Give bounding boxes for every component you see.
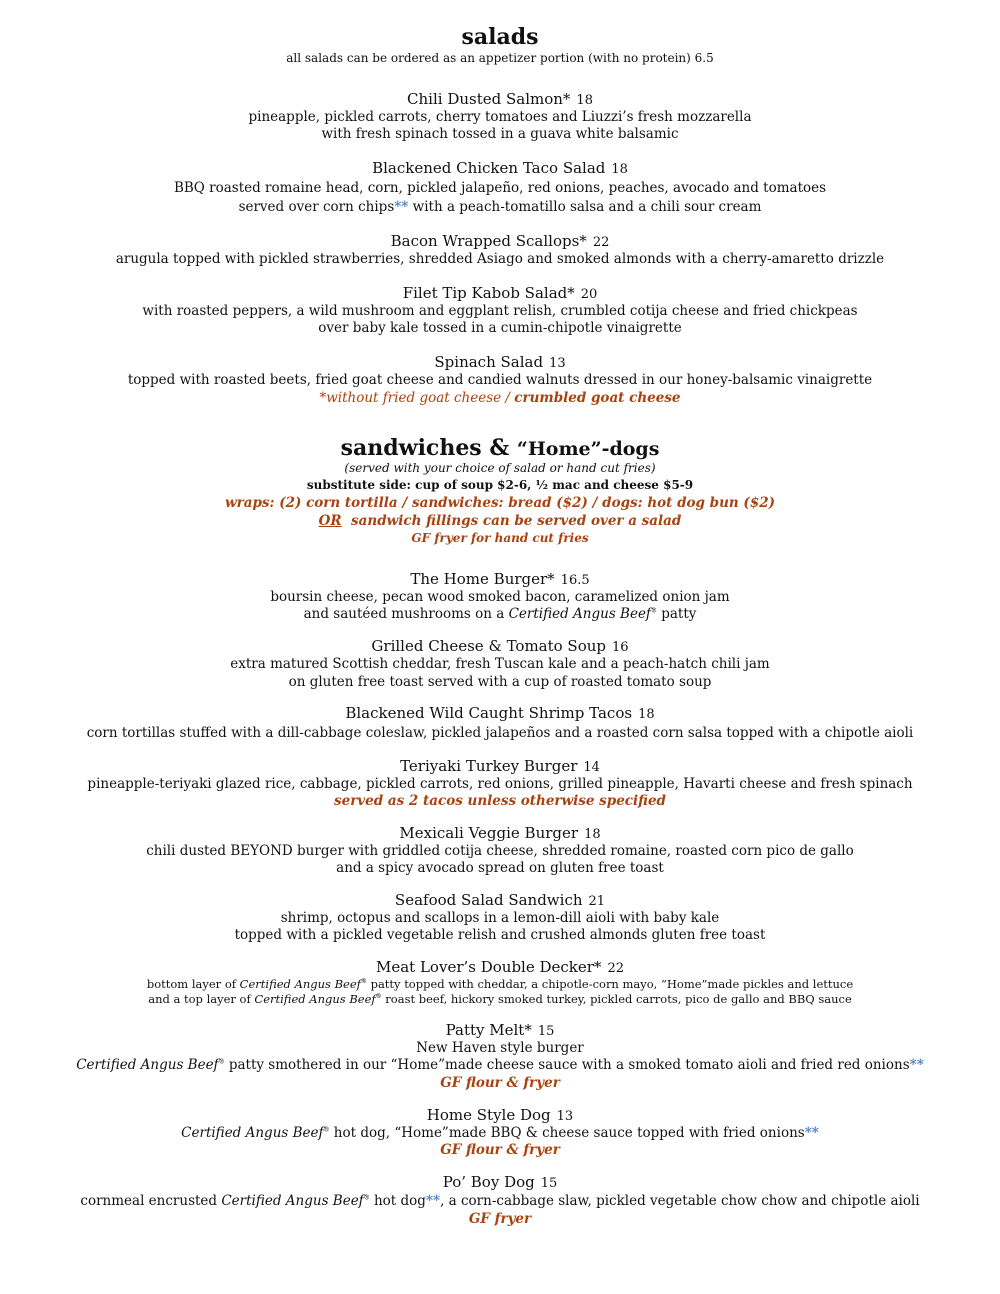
menu-item-description: topped with a pickled vegetable relish and crushed almonds gluten free toast (234, 927, 766, 943)
menu-item-name: Blackened Chicken Taco Salad 18 (372, 159, 628, 177)
menu-item-price: 14 (583, 760, 600, 775)
menu-item-price: 22 (592, 235, 610, 250)
gf-marker: ** (425, 1193, 441, 1209)
menu-item-description: and a spicy avocado spread on gluten free toast (336, 860, 664, 876)
menu-item-option: GF fryer (468, 1211, 532, 1227)
menu-item-price: 13 (556, 1109, 574, 1124)
gf-marker: ** (909, 1057, 924, 1073)
menu-item-description: corn tortillas stuffed with a dill-cabbage coleslaw, pickled jalapeños and a roasted corn salsa topped with a chipotle aioli (86, 725, 914, 741)
menu-item-price: 18 (611, 162, 628, 177)
menu-item-name: Patty Melt* 15 (445, 1021, 555, 1039)
menu-item-description: chili dusted BEYOND burger with griddled cotija cheese, shredded romaine, roasted corn pico de gallo (146, 843, 854, 859)
menu-item-option: served as 2 tacos unless otherwise specified (334, 793, 666, 809)
menu-item-description: Certified Angus Beef® patty smothered in our “Home”made cheese sauce with a smoked tomato aioli and fried red onions** (76, 1057, 924, 1073)
sandwiches-heading: sandwiches & “Home”-dogs (340, 435, 660, 461)
menu-item-description: bottom layer of Certified Angus Beef® patty topped with cheddar, a chipotle-corn mayo, “Home”made pickles and lettuce (146, 977, 854, 991)
salads-heading: salads (461, 24, 539, 50)
menu-item-price: 18 (576, 93, 593, 108)
salads-note: all salads can be ordered as an appetizer portion (with no protein) 6.5 (286, 51, 714, 65)
menu-item-price: 22 (607, 961, 624, 976)
wraps-note: wraps: (2) corn tortilla / sandwiches: bread ($2) / dogs: hot dog bun ($2) (225, 495, 775, 511)
menu-item-description: boursin cheese, pecan wood smoked bacon, caramelized onion jam (270, 589, 730, 605)
menu-item-name: Po’ Boy Dog 15 (442, 1173, 558, 1191)
sandwiches-note: (served with your choice of salad or hand cut fries) (344, 461, 656, 475)
menu-item-name: Blackened Wild Caught Shrimp Tacos 18 (345, 704, 655, 722)
menu-item-price: 16.5 (560, 573, 590, 588)
menu-item-description: served over corn chips** with a peach-tomatillo salsa and a chili sour cream (238, 199, 762, 215)
menu-item-price: 15 (540, 1176, 558, 1191)
menu-item-price: 16 (612, 640, 629, 655)
menu-item-description: Certified Angus Beef® hot dog, “Home”made BBQ & cheese sauce topped with fried onions** (181, 1125, 819, 1141)
menu-item-description: on gluten free toast served with a cup of roasted tomato soup (288, 674, 712, 690)
menu-item-description: topped with roasted beets, fried goat cheese and candied walnuts dressed in our honey-balsamic vinaigrette (127, 372, 873, 388)
gf-marker: ** (394, 199, 409, 215)
menu-item-name: Filet Tip Kabob Salad* 20 (402, 284, 598, 302)
menu-item-description: New Haven style burger (416, 1040, 584, 1056)
salad-option-note: OR sandwich fillings can be served over a salad (318, 513, 682, 529)
menu-item-option: GF flour & fryer (440, 1075, 560, 1091)
menu-item-name: Spinach Salad 13 (434, 353, 566, 371)
menu-item-description: cornmeal encrusted Certified Angus Beef® hot dog**, a corn-cabbage slaw, pickled vegetable chow chow and chipotle aioli (80, 1193, 920, 1209)
menu-item-description: shrimp, octopus and scallops in a lemon-dill aioli with baby kale (280, 910, 720, 926)
menu-item-name: Meat Lover’s Double Decker* 22 (376, 958, 624, 976)
menu-item-price: 18 (638, 707, 655, 722)
menu-item-description: and a top layer of Certified Angus Beef® roast beef, hickory smoked turkey, pickled carrots, pico de gallo and BBQ sauce (148, 992, 852, 1006)
menu-item-price: 18 (584, 827, 601, 842)
menu-item-description: pineapple, pickled carrots, cherry tomatoes and Liuzzi’s fresh mozzarella (248, 109, 752, 125)
menu-item-name: Home Style Dog 13 (426, 1106, 574, 1124)
menu-item-option: *without fried goat cheese / crumbled goat cheese (319, 390, 681, 406)
menu-item-description: arugula topped with pickled strawberries, shredded Asiago and smoked almonds with a cherry-amaretto drizzle (115, 251, 885, 267)
menu-item-name: Teriyaki Turkey Burger 14 (400, 757, 600, 775)
menu-item-description: BBQ roasted romaine head, corn, pickled jalapeño, red onions, peaches, avocado and tomatoes (173, 180, 827, 196)
gf-marker: ** (804, 1125, 819, 1141)
menu-item-description: with roasted peppers, a wild mushroom and eggplant relish, crumbled cotija cheese and fried chickpeas (142, 303, 858, 319)
menu-item-price: 15 (537, 1024, 555, 1039)
menu-item-name: Grilled Cheese & Tomato Soup 16 (371, 637, 629, 655)
menu-item-name: Seafood Salad Sandwich 21 (394, 891, 606, 909)
menu-item-description: over baby kale tossed in a cumin-chipotle vinaigrette (318, 320, 682, 336)
menu-item-description: with fresh spinach tossed in a guava white balsamic (321, 126, 679, 142)
menu-item-name: Chili Dusted Salmon* 18 (407, 90, 593, 108)
menu-item-name: The Home Burger* 16.5 (410, 570, 590, 588)
menu-item-price: 20 (580, 287, 598, 302)
menu-item-description: extra matured Scottish cheddar, fresh Tuscan kale and a peach-hatch chili jam (230, 656, 770, 672)
substitute-side-note: substitute side: cup of soup $2-6, ½ mac and cheese $5-9 (306, 478, 694, 492)
menu-item-description: pineapple-teriyaki glazed rice, cabbage, pickled carrots, red onions, grilled pineapple, Havarti cheese and fresh spinach (87, 776, 913, 792)
menu-item-option: GF flour & fryer (440, 1142, 560, 1158)
menu-item-price: 21 (588, 894, 606, 909)
menu-item-description: and sautéed mushrooms on a Certified Angus Beef® patty (303, 606, 697, 622)
menu-item-name: Mexicali Veggie Burger 18 (399, 824, 601, 842)
gf-fryer-note: GF fryer for hand cut fries (411, 531, 589, 545)
menu-item-name: Bacon Wrapped Scallops* 22 (390, 232, 610, 250)
menu-item-price: 13 (549, 356, 566, 371)
